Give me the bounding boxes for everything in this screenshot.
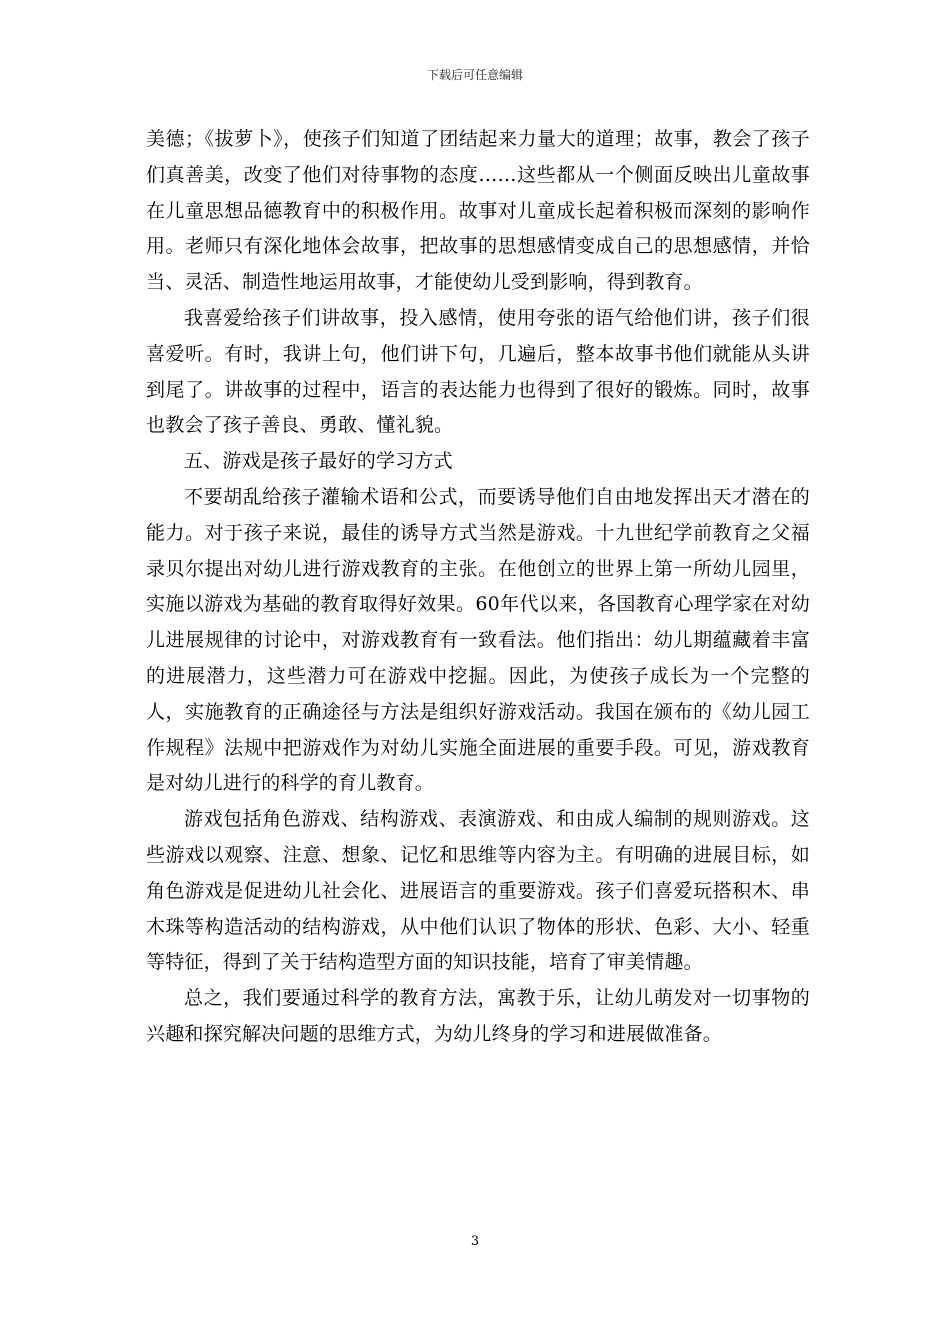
document-body xyxy=(146,122,810,1053)
paragraph-3: 不要胡乱给孩子灌输术语和公式，而要诱导他们自由地发挥出天才潜在的能力。对于孩子来说，最佳的诱导方式当然是游戏。十九世纪学前教育之父福录贝尔提出对幼儿进行游戏教育的主张。在他创立的世界上第一所幼儿园里，实施以游戏为基础的教育取得好效果。60年代以来，各国教育心理学家在对幼儿进展规律的讨论中，对游戏教育有一致看法。他们指出：幼儿期蕴藏着丰富的进展潜力，这些潜力可在游戏中挖掘。因此，为使孩子成长为一个完整的人，实施教育的正确途径与方法是组织好游戏活动。我国在颁布的《幼儿园工作规程》法规中把游戏作为对幼儿实施全面进展的重要手段。可见，游戏教育是对幼儿进行的科学的育儿教育。 xyxy=(146,485,810,795)
section-heading: 五、游戏是孩子最好的学习方式 xyxy=(184,450,453,473)
paragraph-5: 总之，我们要通过科学的教育方法，寓教于乐，让幼儿萌发对一切事物的兴趣和探究解决问题的思维方式，为幼儿终身的学习和进展做准备。 xyxy=(146,987,810,1045)
paragraph-2: 我喜爱给孩子们讲故事，投入感情，使用夸张的语气给他们讲，孩子们很喜爱听。有时，我讲上句，他们讲下句，几遍后，整本故事书他们就能从头讲到尾了。讲故事的过程中，语言的表达能力也得到了很好的锻炼。同时，故事也教会了孩子善良、勇敢、懂礼貌。 xyxy=(146,306,810,437)
paragraph-4: 游戏包括角色游戏、结构游戏、表演游戏、和由成人编制的规则游戏。这些游戏以观察、注意、想象、记忆和思维等内容为主。有明确的进展目标，如角色游戏是促进幼儿社会化、进展语言的重要游戏。孩子们喜爱玩搭积木、串木珠等构造活动的结构游戏，从中他们认识了物体的形状、色彩、大小、轻重等特征，得到了关于结构造型方面的知识技能，培育了审美情趣。 xyxy=(146,808,810,974)
page-number: 3 xyxy=(470,1234,480,1249)
page-header: 下载后可任意编辑 xyxy=(426,68,523,82)
paragraph-1: 美德；《拔萝卜》，使孩子们知道了团结起来力量大的道理；故事，教会了孩子们真善美，改变了他们对待事物的态度……这些都从一个侧面反映出儿童故事在儿童思想品德教育中的积极作用。故事对儿童成长起着积极而深刻的影响作用。老师只有深化地体会故事，把故事的思想感情变成自己的思想感情，并恰当、灵活、制造性地运用故事，才能使幼儿受到影响，得到教育。 xyxy=(146,128,810,294)
